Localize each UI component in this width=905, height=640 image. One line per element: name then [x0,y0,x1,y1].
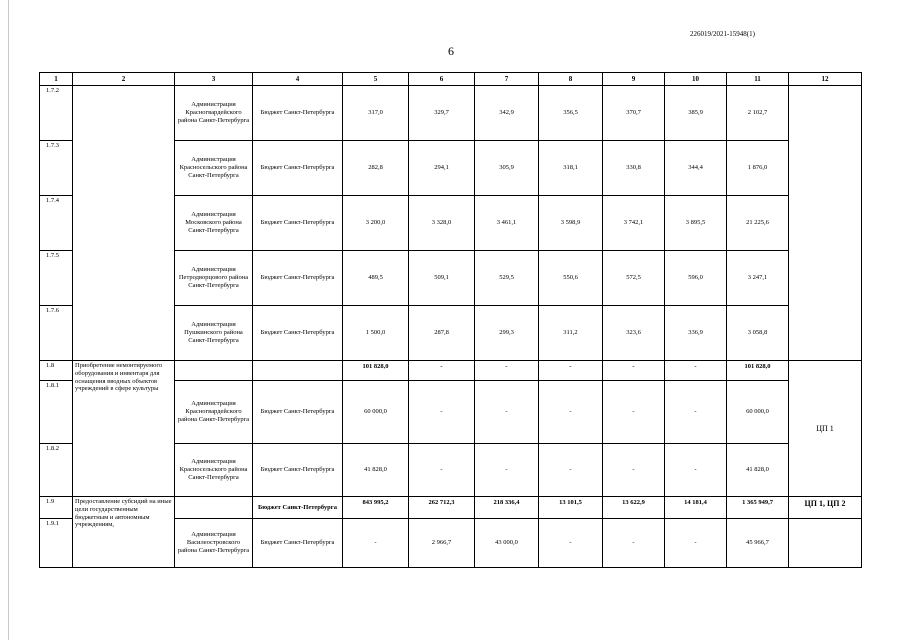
value-cell: - [475,361,539,381]
col-header: 10 [665,73,727,86]
value-cell: 318,1 [539,141,603,196]
col-header: 2 [73,73,175,86]
total-cell: 2 102,7 [727,86,789,141]
value-cell: 3 598,9 [539,196,603,251]
table-row [40,86,862,141]
total-cell: 3 058,8 [727,306,789,361]
value-cell: 489,5 [343,251,409,306]
value-cell: 3 461,1 [475,196,539,251]
value-cell: - [603,519,665,568]
col-header: 6 [409,73,475,86]
value-cell: - [475,444,539,497]
budget-table [39,72,862,568]
value-cell: 317,0 [343,86,409,141]
row-id: 1.7.4 [40,196,73,251]
value-cell: - [603,381,665,444]
row-organization: Администрация Василеостровского района Санкт-Петербурга [175,519,253,568]
row-organization: Администрация Красногвардейского района Санкт-Петербурга [175,86,253,141]
row-id: 1.7.6 [40,306,73,361]
value-cell: 3 328,0 [409,196,475,251]
row-organization: Администрация Петродворцового района Санкт-Петербурга [175,251,253,306]
row-id: 1.7.2 [40,86,73,141]
row-id: 1.8.2 [40,444,73,497]
value-cell: 282,8 [343,141,409,196]
row-source: Бюджет Санкт-Петербурга [253,381,343,444]
row-source [253,361,343,381]
value-cell: - [475,381,539,444]
col-header: 12 [789,73,862,86]
value-cell: 529,5 [475,251,539,306]
col-header: 5 [343,73,409,86]
value-cell: 356,5 [539,86,603,141]
row-organization [175,497,253,519]
value-cell: 43 000,0 [475,519,539,568]
col-header: 8 [539,73,603,86]
value-cell: 13 101,5 [539,497,603,519]
value-cell: - [409,381,475,444]
value-cell: 370,7 [603,86,665,141]
total-cell: 101 828,0 [727,361,789,381]
row-id: 1.8 [40,361,73,381]
row-source: Бюджет Санкт-Петербурга [253,141,343,196]
row-description [73,86,175,361]
value-cell: 342,9 [475,86,539,141]
value-cell: - [603,444,665,497]
value-cell: - [665,444,727,497]
program-cell: ЦП 1 [789,361,862,497]
value-cell: 336,9 [665,306,727,361]
row-organization: Администрация Пушкинского района Санкт-Петербурга [175,306,253,361]
row-source: Бюджет Санкт-Петербурга [253,519,343,568]
value-cell: 550,6 [539,251,603,306]
program-cell [789,86,862,361]
col-header: 7 [475,73,539,86]
row-organization [175,361,253,381]
value-cell: 843 995,2 [343,497,409,519]
document-id: 226019/2021-15948(1) [690,30,755,38]
row-organization: Администрация Московского района Санкт-Петербурга [175,196,253,251]
program-cell [789,519,862,568]
value-cell: 14 181,4 [665,497,727,519]
total-cell: 60 000,0 [727,381,789,444]
value-cell: 305,9 [475,141,539,196]
value-cell: 3 895,5 [665,196,727,251]
value-cell: - [539,381,603,444]
value-cell: - [409,444,475,497]
row-id: 1.8.1 [40,381,73,444]
value-cell: 1 500,0 [343,306,409,361]
scan-edge-line [8,0,9,640]
value-cell: 101 828,0 [343,361,409,381]
value-cell: 60 000,0 [343,381,409,444]
value-cell: 218 336,4 [475,497,539,519]
value-cell: 294,1 [409,141,475,196]
row-id: 1.7.3 [40,141,73,196]
total-cell: 21 225,6 [727,196,789,251]
row-id: 1.9 [40,497,73,519]
row-organization: Администрация Красносельского района Санкт-Петербурга [175,444,253,497]
total-cell: 45 966,7 [727,519,789,568]
row-source: Бюджет Санкт-Петербурга [253,306,343,361]
value-cell: 311,2 [539,306,603,361]
value-cell: 323,6 [603,306,665,361]
table-row [40,361,862,381]
value-cell: - [603,361,665,381]
total-cell: 1 365 949,7 [727,497,789,519]
value-cell: - [665,519,727,568]
total-cell: 3 247,1 [727,251,789,306]
row-organization: Администрация Красногвардейского района Санкт-Петербурга [175,381,253,444]
value-cell: 3 742,1 [603,196,665,251]
row-source: Бюджет Санкт-Петербурга [253,444,343,497]
value-cell: - [539,519,603,568]
value-cell: 287,8 [409,306,475,361]
col-header: 3 [175,73,253,86]
value-cell: - [665,381,727,444]
row-source: Бюджет Санкт-Петербурга [253,251,343,306]
value-cell: 572,5 [603,251,665,306]
value-cell: - [409,361,475,381]
value-cell: 330,8 [603,141,665,196]
value-cell: 41 828,0 [343,444,409,497]
program-cell: ЦП 1, ЦП 2 [789,497,862,519]
row-id: 1.9.1 [40,519,73,568]
value-cell: 596,0 [665,251,727,306]
total-cell: 41 828,0 [727,444,789,497]
row-description: Предоставление субсидий на иные цели государственным бюджетным и автономным учреждениям, [73,497,175,568]
page-number: 6 [448,44,454,58]
row-source: Бюджет Санкт-Петербурга [253,86,343,141]
row-source: Бюджет Санкт-Петербурга [253,497,343,519]
row-id: 1.7.5 [40,251,73,306]
value-cell: 329,7 [409,86,475,141]
value-cell: - [665,361,727,381]
row-organization: Администрация Красносельского района Санкт-Петербурга [175,141,253,196]
value-cell: 3 200,0 [343,196,409,251]
col-header: 11 [727,73,789,86]
col-header: 1 [40,73,73,86]
value-cell: 13 622,9 [603,497,665,519]
row-source: Бюджет Санкт-Петербурга [253,196,343,251]
value-cell: 2 966,7 [409,519,475,568]
value-cell: - [539,444,603,497]
table-row [40,497,862,519]
total-cell: 1 876,0 [727,141,789,196]
value-cell: 385,9 [665,86,727,141]
row-description: Приобретение немонтируемого оборудования и инвентаря для оснащения вводных объектов учреждений в сфере культуры [73,361,175,497]
value-cell: 299,3 [475,306,539,361]
column-header-row [40,73,862,86]
col-header: 9 [603,73,665,86]
value-cell: - [343,519,409,568]
col-header: 4 [253,73,343,86]
value-cell: - [539,361,603,381]
value-cell: 509,1 [409,251,475,306]
value-cell: 262 712,3 [409,497,475,519]
value-cell: 344,4 [665,141,727,196]
